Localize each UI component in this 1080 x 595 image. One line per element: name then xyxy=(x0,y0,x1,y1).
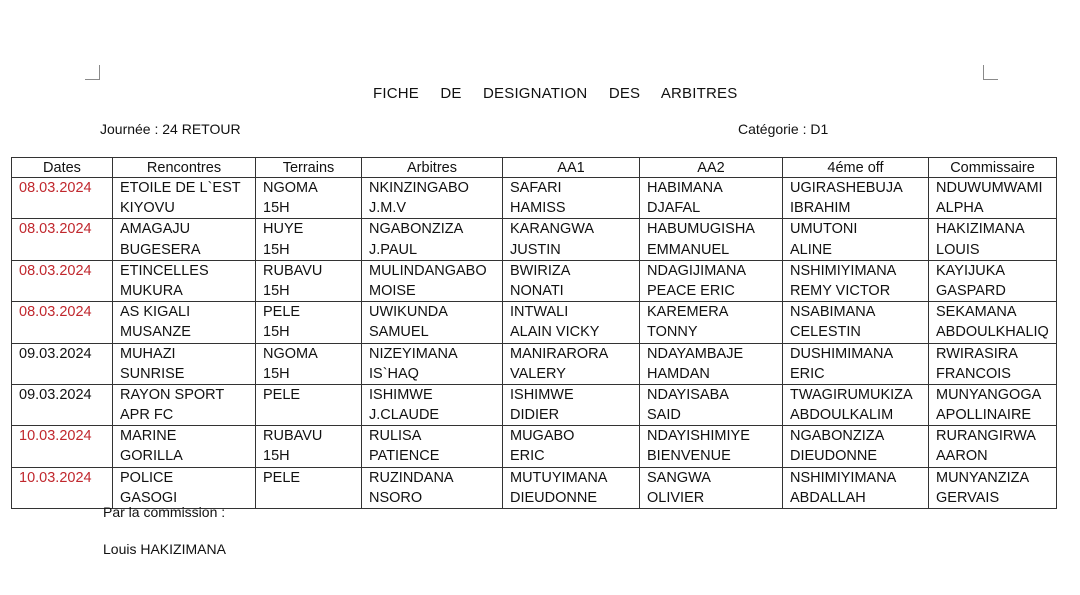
terrain-cell xyxy=(256,219,362,260)
column-header: AA2 xyxy=(640,158,783,178)
match-line-2: MUKURA xyxy=(120,282,183,299)
document-title xyxy=(373,85,754,102)
aa2-cell xyxy=(640,260,783,301)
commissaire-line-1: RWIRASIRA xyxy=(936,345,1018,362)
match-cell xyxy=(113,426,256,467)
match-line-2: BUGESERA xyxy=(120,241,201,258)
date-cell xyxy=(12,219,113,260)
commissaire-cell xyxy=(929,467,1057,508)
aa1-line-2: DIEUDONNE xyxy=(510,489,598,506)
commissaire-cell xyxy=(929,384,1057,425)
fourth-official-line-2: REMY VICTOR xyxy=(790,282,891,299)
terrain-line-2 xyxy=(263,488,361,508)
match-line-2: SUNRISE xyxy=(120,365,185,382)
aa1-line-2: HAMISS xyxy=(510,200,566,217)
match-line-1: AS KIGALI xyxy=(120,304,191,321)
fourth-official-line-1: UGIRASHEBUJA xyxy=(790,180,903,196)
commissaire-line-1: MUNYANGOGA xyxy=(936,386,1042,403)
aa2-line-1: NDAYISABA xyxy=(647,386,729,403)
arbitre-line-2: J.PAUL xyxy=(369,241,418,258)
aa1-cell xyxy=(503,426,640,467)
aa1-cell xyxy=(503,302,640,343)
terrain-line-1: PELE xyxy=(263,304,301,321)
fourth-official-line-1: NSABIMANA xyxy=(790,304,876,321)
aa1-line-1: MUGABO xyxy=(510,428,575,445)
arbitre-line-2: NSORO xyxy=(369,489,423,506)
arbitre-line-2: J.M.V xyxy=(369,200,407,217)
date-text: 08.03.2024 xyxy=(19,262,92,279)
fourth-official-cell xyxy=(783,343,929,384)
commissaire-line-2: GASPARD xyxy=(936,282,1006,299)
fourth-official-cell xyxy=(783,467,929,508)
match-line-1: MUHAZI xyxy=(120,345,176,362)
commissaire-line-1: KAYIJUKA xyxy=(936,262,1006,279)
aa1-line-1: KARANGWA xyxy=(510,221,595,238)
match-line-1: ETOILE DE L`EST xyxy=(120,180,241,196)
terrain-cell xyxy=(256,467,362,508)
arbitre-line-1: UWIKUNDA xyxy=(369,304,448,321)
aa1-cell xyxy=(503,260,640,301)
terrain-line-2: 15H xyxy=(263,448,290,465)
column-header: AA1 xyxy=(503,158,640,178)
terrain-cell xyxy=(256,343,362,384)
aa1-line-2: DIDIER xyxy=(510,407,560,424)
date-text: 09.03.2024 xyxy=(19,345,92,362)
arbitre-line-1: NIZEYIMANA xyxy=(369,345,458,362)
table-row xyxy=(12,384,1057,425)
date-cell xyxy=(12,178,113,219)
aa2-cell xyxy=(640,343,783,384)
aa2-line-1: HABIMANA xyxy=(647,180,723,196)
column-header: Commissaire xyxy=(929,158,1057,178)
terrain-line-1: HUYE xyxy=(263,221,304,238)
commissaire-cell xyxy=(929,426,1057,467)
table-row xyxy=(12,302,1057,343)
fourth-official-line-1: NSHIMIYIMANA xyxy=(790,262,897,279)
terrain-cell xyxy=(256,302,362,343)
match-cell xyxy=(113,260,256,301)
aa2-line-2: TONNY xyxy=(647,324,698,341)
fourth-official-cell xyxy=(783,426,929,467)
aa1-line-1: MUTUYIMANA xyxy=(510,469,608,486)
aa2-line-2: SAID xyxy=(647,407,681,424)
arbitre-cell xyxy=(362,467,503,508)
title-word: DESIGNATION xyxy=(483,85,588,102)
terrain-line-2: 15H xyxy=(263,241,290,258)
aa1-line-2: NONATI xyxy=(510,282,564,299)
date-cell xyxy=(12,384,113,425)
commissaire-line-1: RURANGIRWA xyxy=(936,428,1036,445)
commissaire-line-1: NDUWUMWAMI xyxy=(936,180,1043,196)
table-row xyxy=(12,467,1057,508)
aa1-cell xyxy=(503,178,640,219)
aa2-cell xyxy=(640,178,783,219)
match-line-2: GORILLA xyxy=(120,448,183,465)
fourth-official-line-1: DUSHIMIMANA xyxy=(790,345,894,362)
fourth-official-cell xyxy=(783,302,929,343)
arbitre-line-1: ISHIMWE xyxy=(369,386,433,403)
aa1-cell xyxy=(503,467,640,508)
fourth-official-line-2: CELESTIN xyxy=(790,324,861,341)
aa1-line-1: ISHIMWE xyxy=(510,386,574,403)
arbitre-line-2: J.CLAUDE xyxy=(369,407,440,424)
aa2-line-2: PEACE ERIC xyxy=(647,282,735,299)
arbitre-cell xyxy=(362,260,503,301)
fourth-official-line-2: IBRAHIM xyxy=(790,200,851,217)
aa1-line-1: SAFARI xyxy=(510,180,562,196)
fourth-official-line-1: UMUTONI xyxy=(790,221,858,238)
aa1-cell xyxy=(503,384,640,425)
aa1-cell xyxy=(503,219,640,260)
table-row xyxy=(12,219,1057,260)
terrain-line-1: NGOMA xyxy=(263,180,318,196)
aa2-cell xyxy=(640,384,783,425)
fourth-official-cell xyxy=(783,219,929,260)
arbitre-line-2: MOISE xyxy=(369,282,416,299)
fourth-official-line-1: NSHIMIYIMANA xyxy=(790,469,897,486)
terrain-line-1: PELE xyxy=(263,469,301,486)
match-cell xyxy=(113,384,256,425)
arbitre-cell xyxy=(362,343,503,384)
column-header: Terrains xyxy=(256,158,362,178)
terrain-cell xyxy=(256,426,362,467)
aa1-line-1: INTWALI xyxy=(510,304,569,321)
commissaire-line-1: HAKIZIMANA xyxy=(936,221,1025,238)
terrain-line-2: 15H xyxy=(263,365,290,382)
terrain-line-1: RUBAVU xyxy=(263,428,323,445)
terrain-line-1: NGOMA xyxy=(263,345,318,362)
aa2-line-2: BIENVENUE xyxy=(647,448,731,465)
commissaire-line-1: MUNYANZIZA xyxy=(936,469,1030,486)
terrain-line-2: 15H xyxy=(263,324,290,341)
column-header: 4éme off xyxy=(783,158,929,178)
commissaire-cell xyxy=(929,219,1057,260)
aa1-line-2: JUSTIN xyxy=(510,241,561,258)
fourth-official-line-1: TWAGIRUMUKIZA xyxy=(790,386,913,403)
match-cell xyxy=(113,219,256,260)
arbitre-line-2: IS`HAQ xyxy=(369,365,419,382)
arbitre-cell xyxy=(362,302,503,343)
aa2-cell xyxy=(640,426,783,467)
page-corner-mark-right xyxy=(983,65,998,80)
title-word: ARBITRES xyxy=(660,85,738,102)
arbitre-line-1: MULINDANGABO xyxy=(369,262,487,279)
match-cell xyxy=(113,467,256,508)
commissaire-cell xyxy=(929,302,1057,343)
aa2-line-2: OLIVIER xyxy=(647,489,705,506)
aa2-cell xyxy=(640,302,783,343)
fourth-official-line-2: ALINE xyxy=(790,241,832,258)
arbitre-cell xyxy=(362,219,503,260)
match-line-1: AMAGAJU xyxy=(120,221,191,238)
date-cell xyxy=(12,426,113,467)
terrain-line-2: 15H xyxy=(263,200,290,217)
title-word: FICHE xyxy=(373,85,419,102)
arbitre-cell xyxy=(362,426,503,467)
date-text: 10.03.2024 xyxy=(19,469,92,486)
commissaire-line-2: FRANCOIS xyxy=(936,365,1011,382)
commissaire-line-2: APOLLINAIRE xyxy=(936,407,1032,424)
table-header-row xyxy=(12,158,1057,178)
commissaire-cell xyxy=(929,343,1057,384)
terrain-line-1: PELE xyxy=(263,386,301,403)
match-line-1: RAYON SPORT xyxy=(120,386,225,403)
terrain-line-1: RUBAVU xyxy=(263,262,323,279)
aa1-line-2: ALAIN VICKY xyxy=(510,324,600,341)
commissaire-line-2: ABDOULKHALIQ xyxy=(936,324,1049,341)
column-header: Dates xyxy=(12,158,113,178)
aa2-line-2: EMMANUEL xyxy=(647,241,730,258)
par-la-commission: Par la commission : xyxy=(103,504,226,520)
categorie-label: Catégorie : D1 xyxy=(738,121,829,137)
match-cell xyxy=(113,302,256,343)
date-text: 10.03.2024 xyxy=(19,428,92,445)
aa1-line-2: ERIC xyxy=(510,448,545,465)
date-text: 08.03.2024 xyxy=(19,304,92,321)
arbitre-line-1: NGABONZIZA xyxy=(369,221,464,238)
aa2-cell xyxy=(640,219,783,260)
arbitre-cell xyxy=(362,178,503,219)
aa2-line-1: NDAGIJIMANA xyxy=(647,262,747,279)
date-text: 08.03.2024 xyxy=(19,221,92,238)
aa2-line-1: SANGWA xyxy=(647,469,711,486)
match-line-1: MARINE xyxy=(120,428,177,445)
match-cell xyxy=(113,343,256,384)
terrain-line-2: 15H xyxy=(263,282,290,299)
arbitre-line-1: RULISA xyxy=(369,428,422,445)
fourth-official-line-1: NGABONZIZA xyxy=(790,428,885,445)
aa2-line-1: NDAYAMBAJE xyxy=(647,345,744,362)
aa2-cell xyxy=(640,467,783,508)
date-text: 09.03.2024 xyxy=(19,386,92,403)
aa1-line-1: MANIRARORA xyxy=(510,345,609,362)
match-line-2: KIYOVU xyxy=(120,200,175,217)
aa2-line-1: HABUMUGISHA xyxy=(647,221,755,238)
commissaire-cell xyxy=(929,260,1057,301)
commissaire-line-2: ALPHA xyxy=(936,200,984,217)
aa2-line-1: KAREMERA xyxy=(647,304,729,321)
terrain-cell xyxy=(256,178,362,219)
arbitre-line-2: SAMUEL xyxy=(369,324,429,341)
table-row xyxy=(12,426,1057,467)
fourth-official-cell xyxy=(783,178,929,219)
aa1-cell xyxy=(503,343,640,384)
table-row xyxy=(12,260,1057,301)
date-text: 08.03.2024 xyxy=(19,180,92,196)
fourth-official-cell xyxy=(783,384,929,425)
commissaire-line-2: AARON xyxy=(936,448,988,465)
match-line-2: MUSANZE xyxy=(120,324,191,341)
commissaire-line-2: GERVAIS xyxy=(936,489,1000,506)
fourth-official-line-2: ERIC xyxy=(790,365,825,382)
match-line-2: GASOGI xyxy=(120,489,178,506)
commissaire-line-1: SEKAMANA xyxy=(936,304,1017,321)
terrain-line-2 xyxy=(263,405,361,425)
match-line-1: POLICE xyxy=(120,469,174,486)
title-word: DES xyxy=(608,85,641,102)
commissaire-line-2: LOUIS xyxy=(936,241,980,258)
designation-table xyxy=(11,157,1057,509)
title-word: DE xyxy=(440,85,462,102)
fourth-official-line-2: ABDALLAH xyxy=(790,489,866,506)
fourth-official-line-2: ABDOULKALIM xyxy=(790,407,894,424)
aa1-line-1: BWIRIZA xyxy=(510,262,571,279)
arbitre-cell xyxy=(362,384,503,425)
aa2-line-2: HAMDAN xyxy=(647,365,710,382)
arbitre-line-1: RUZINDANA xyxy=(369,469,454,486)
date-cell xyxy=(12,467,113,508)
match-line-1: ETINCELLES xyxy=(120,262,209,279)
arbitre-line-2: PATIENCE xyxy=(369,448,440,465)
page-corner-mark-left xyxy=(85,65,100,80)
commissaire-cell xyxy=(929,178,1057,219)
arbitre-line-1: NKINZINGABO xyxy=(369,180,469,196)
date-cell xyxy=(12,260,113,301)
aa1-line-2: VALERY xyxy=(510,365,566,382)
match-cell xyxy=(113,178,256,219)
date-cell xyxy=(12,343,113,384)
fourth-official-line-2: DIEUDONNE xyxy=(790,448,878,465)
match-line-2: APR FC xyxy=(120,407,174,424)
aa2-line-2: DJAFAL xyxy=(647,200,701,217)
column-header: Arbitres xyxy=(362,158,503,178)
column-header: Rencontres xyxy=(113,158,256,178)
signatory-name: Louis HAKIZIMANA xyxy=(103,541,226,557)
aa2-line-1: NDAYISHIMIYE xyxy=(647,428,750,445)
fourth-official-cell xyxy=(783,260,929,301)
terrain-cell xyxy=(256,384,362,425)
terrain-cell xyxy=(256,260,362,301)
table-row xyxy=(12,178,1057,219)
table-row xyxy=(12,343,1057,384)
date-cell xyxy=(12,302,113,343)
journee-label: Journée : 24 RETOUR xyxy=(100,121,241,137)
